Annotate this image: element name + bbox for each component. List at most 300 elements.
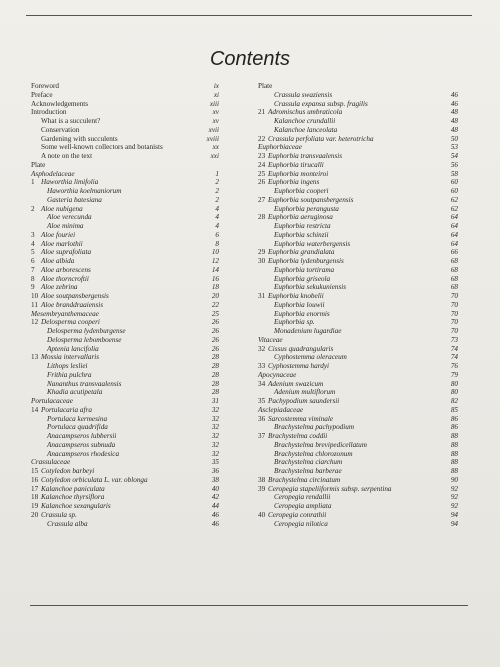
- toc-entry: [258, 353, 458, 362]
- page-number: 85: [450, 405, 458, 414]
- toc-entry: [258, 152, 458, 161]
- page-number: 40: [211, 484, 219, 493]
- top-rule: [26, 15, 472, 16]
- entry-title: Preface: [31, 90, 53, 99]
- page-number: 26: [211, 318, 219, 327]
- toc-section-entry: [31, 170, 219, 179]
- entry-title: Euphorbia schinzii: [274, 230, 329, 239]
- page-number: 70: [450, 318, 458, 327]
- entry-title: Adenium multiflorum: [274, 388, 336, 397]
- page-number: 94: [450, 510, 458, 519]
- page-number: xx: [212, 143, 219, 152]
- toc-entry: [258, 388, 458, 397]
- entry-title: Kalanchoe lanceolata: [274, 125, 338, 134]
- page-number: xvii: [208, 125, 219, 134]
- page-number: 2: [215, 178, 219, 187]
- page-number: 64: [450, 230, 458, 239]
- entry-title: Aloe suprafoliata: [41, 248, 92, 257]
- toc-entry: [258, 318, 458, 327]
- entry-title: Kalanchoe thyrsiflora: [41, 493, 105, 502]
- entry-title: Khadia acutipetala: [47, 388, 103, 397]
- plate-number: 36: [258, 414, 266, 423]
- plate-number: 27: [258, 195, 266, 204]
- page-number: 60: [450, 178, 458, 187]
- entry-title: Brachystelma coddii: [268, 432, 328, 440]
- entry-title: Conservation: [41, 125, 80, 134]
- toc-entry: [258, 170, 458, 179]
- plate-number: 13: [31, 353, 39, 362]
- plate-number: 11: [31, 300, 38, 309]
- toc-entry: [258, 310, 458, 319]
- page-number: ix: [213, 82, 219, 90]
- toc-entry: [258, 292, 458, 301]
- page-number: 64: [450, 222, 458, 230]
- entry-title: A note on the text: [41, 152, 93, 160]
- entry-title: Crassulaceae: [31, 458, 71, 467]
- plate-number: 35: [258, 397, 266, 405]
- plate-number: 30: [258, 257, 266, 265]
- entry-title: What is a succulent?: [41, 117, 101, 125]
- entry-title: Euphorbia restricta: [274, 222, 331, 230]
- plate-number: 5: [31, 248, 35, 257]
- entry-title: Portulacaceae: [31, 397, 73, 405]
- toc-entry: [31, 415, 219, 424]
- toc-entry: [258, 450, 458, 459]
- page-number: 46: [211, 519, 219, 528]
- page-number: 64: [450, 239, 458, 248]
- toc-entry: [258, 108, 458, 117]
- entry-title: Brachystelma brevipedicellatum: [274, 440, 367, 449]
- page-number: 60: [450, 187, 458, 195]
- entry-title: Euphorbia aeruginosa: [268, 213, 333, 222]
- page-number: 28: [211, 379, 219, 388]
- entry-title: Brachystelma circinatum: [268, 475, 341, 484]
- toc-entry: [31, 196, 219, 205]
- toc-section-entry: [258, 371, 458, 380]
- page-number: 18: [211, 283, 219, 292]
- entry-title: Brachystelma chlorozonum: [274, 449, 353, 458]
- toc-entry: [258, 240, 458, 249]
- page-number: xviii: [206, 134, 219, 143]
- page-number: 62: [450, 195, 458, 204]
- page-number: 92: [450, 493, 458, 502]
- toc-entry: [31, 362, 219, 371]
- toc-entry: [31, 380, 219, 389]
- toc-entry: [258, 362, 458, 371]
- page-number: 58: [450, 169, 458, 178]
- page-number: 68: [450, 257, 458, 265]
- toc-entry: [258, 327, 458, 336]
- toc-entry: [31, 100, 219, 109]
- toc-entry: [31, 388, 219, 397]
- toc-entry: [258, 231, 458, 240]
- page-number: 76: [450, 362, 458, 370]
- entry-title: Plate: [31, 160, 46, 169]
- entry-title: Cotyledon orbiculata L. var. oblonga: [41, 475, 148, 484]
- entry-title: Euphorbia transvaalensis: [268, 152, 343, 160]
- toc-entry: [31, 301, 219, 310]
- page-number: 2: [215, 187, 219, 195]
- toc-entry: [258, 345, 458, 354]
- toc-entry: [31, 257, 219, 266]
- page-number: 48: [450, 108, 458, 117]
- page-number: 22: [211, 300, 219, 309]
- page-number: 92: [450, 502, 458, 510]
- entry-title: Anacampseros subnuda: [47, 440, 116, 449]
- page-number: 28: [211, 353, 219, 362]
- entry-title: Aptenia lancifolia: [47, 344, 99, 353]
- entry-title: Crassula expansa subsp. fragilis: [274, 99, 368, 108]
- entry-title: Brachystelma ciarchum: [274, 458, 343, 467]
- toc-entry: [258, 178, 458, 187]
- entry-title: Ceropegia nilotica: [274, 519, 328, 528]
- toc-entry: [31, 485, 219, 494]
- toc-entry: [31, 327, 219, 336]
- toc-entry: [258, 441, 458, 450]
- toc-entry: [31, 126, 219, 135]
- plate-number: 10: [31, 292, 39, 300]
- toc-entry: [31, 152, 219, 161]
- toc-entry: [31, 240, 219, 249]
- page-number: 12: [211, 257, 219, 265]
- toc-entry: [258, 135, 458, 144]
- entry-title: Asphodelaceae: [31, 169, 75, 178]
- page-number: 86: [450, 414, 458, 423]
- page-number: 88: [450, 440, 458, 449]
- page-number: xi: [213, 90, 219, 99]
- page-number: 28: [211, 388, 219, 397]
- plate-number: 4: [31, 239, 35, 248]
- page-number: 4: [215, 213, 219, 222]
- plate-number: 14: [31, 405, 39, 414]
- toc-entry: [258, 476, 458, 485]
- toc-entry: [31, 231, 219, 240]
- toc-entry: [258, 126, 458, 135]
- plate-number: 31: [258, 292, 266, 300]
- page-number: 4: [215, 204, 219, 213]
- page-number: 32: [211, 449, 219, 458]
- toc-entry: [31, 511, 219, 520]
- page-number: 66: [450, 248, 458, 257]
- plate-number: 32: [258, 344, 266, 353]
- entry-title: Cyphostemma hardyi: [268, 362, 330, 370]
- page-number: 80: [450, 379, 458, 388]
- toc-entry: [31, 336, 219, 345]
- entry-title: Aloe verecunda: [47, 213, 92, 222]
- page-number: 20: [211, 292, 219, 300]
- page-number: 50: [450, 134, 458, 143]
- entry-title: Brachystelma pachypodium: [274, 423, 355, 432]
- toc-entry: [31, 371, 219, 380]
- page-number: 32: [211, 440, 219, 449]
- entry-title: Euphorbiaceae: [258, 143, 302, 152]
- plate-number: 7: [31, 265, 35, 274]
- toc-section-entry: [258, 143, 458, 152]
- page-number: 28: [211, 370, 219, 379]
- toc-entry: [258, 380, 458, 389]
- toc-entry: [258, 467, 458, 476]
- page-number: 74: [450, 344, 458, 353]
- entry-title: Haworthia koelmaniorum: [47, 187, 122, 195]
- page-number: 26: [211, 327, 219, 335]
- toc-entry: [258, 213, 458, 222]
- page-number: 68: [450, 274, 458, 283]
- entry-title: Euphorbia griseola: [274, 274, 331, 283]
- entry-title: Euphorbia lydenburgensis: [268, 257, 344, 265]
- page-number: 48: [450, 117, 458, 125]
- toc-entry: [258, 301, 458, 310]
- page-number: 42: [211, 493, 219, 502]
- entry-title: Ceropegia ampliata: [274, 502, 332, 510]
- toc-entry: [31, 432, 219, 441]
- page-number: 70: [450, 292, 458, 300]
- page-number: 1: [215, 169, 219, 178]
- toc-entry: [31, 493, 219, 502]
- entry-title: Kalanchoe crundallii: [274, 117, 336, 125]
- entry-title: Mossia intervallaris: [41, 353, 100, 362]
- toc-entry: [258, 196, 458, 205]
- entry-title: Delosperma lydenburgense: [47, 327, 126, 335]
- toc-entry: [31, 91, 219, 100]
- entry-title: Ceropegia rendallii: [274, 493, 331, 502]
- entry-title: Euphorbia ingens: [268, 178, 320, 187]
- plate-number: 6: [31, 257, 35, 265]
- page-number: 16: [211, 274, 219, 283]
- page-number: 6: [215, 230, 219, 239]
- toc-entry: [31, 450, 219, 459]
- entry-title: Pachypodium saundersii: [268, 397, 340, 405]
- page-number: 4: [215, 222, 219, 230]
- entry-title: Adromischus umbraticola: [268, 108, 343, 117]
- entry-title: Euphorbia waterbergensis: [274, 239, 351, 248]
- page-number: 35: [211, 458, 219, 467]
- toc-entry: [31, 423, 219, 432]
- entry-title: Kalanchoe sexangularis: [41, 502, 111, 510]
- page-number: 2: [215, 195, 219, 204]
- entry-title: Kalanchoe paniculata: [41, 484, 105, 493]
- page-number: 32: [211, 414, 219, 423]
- page-number: 70: [450, 309, 458, 318]
- page-number: 44: [211, 502, 219, 510]
- entry-title: Some well-known collectors and botanists: [41, 143, 163, 152]
- toc-entry: [31, 476, 219, 485]
- page-number: 14: [211, 265, 219, 274]
- toc-entry: [31, 143, 219, 152]
- toc-entry: [31, 108, 219, 117]
- page-number: 62: [450, 204, 458, 213]
- entry-title: Aloe soutpansbergensis: [41, 292, 109, 300]
- plate-number: 8: [31, 274, 35, 283]
- plate-number: 23: [258, 152, 266, 160]
- plate-number: 3: [31, 230, 35, 239]
- entry-title: Cissus quadrangularis: [268, 344, 334, 353]
- toc-entry: [31, 82, 219, 91]
- toc-section-entry: [31, 397, 219, 406]
- contents-column-right: [258, 82, 458, 528]
- toc-entry: [258, 100, 458, 109]
- entry-title: Plate: [258, 82, 273, 90]
- plate-number: 40: [258, 510, 266, 519]
- toc-entry: [31, 292, 219, 301]
- entry-title: Euphorbia cooperi: [274, 187, 329, 195]
- entry-title: Aloe zebrina: [41, 283, 78, 292]
- entry-title: Aloe nubigena: [41, 204, 83, 213]
- toc-entry: [258, 222, 458, 231]
- page-number: 82: [450, 397, 458, 405]
- entry-title: Euphorbia sekukuniensis: [274, 283, 347, 292]
- entry-title: Vitaceae: [258, 335, 283, 344]
- plate-number: 18: [31, 493, 39, 502]
- entry-title: Euphorbia knobelii: [268, 292, 324, 300]
- entry-title: Gasteria batesiana: [47, 195, 102, 204]
- contents-column-left: [31, 82, 219, 528]
- plate-number: 24: [258, 160, 266, 169]
- toc-entry: [258, 82, 458, 91]
- page-number: 88: [450, 449, 458, 458]
- page-number: 74: [450, 353, 458, 362]
- page-number: 46: [211, 510, 219, 519]
- entry-title: Apocynaceae: [258, 370, 297, 379]
- entry-title: Ceropegia stapeliiformis subsp. serpentina: [268, 484, 392, 493]
- page-number: 32: [211, 432, 219, 440]
- entry-title: Asclepiadaceae: [258, 405, 304, 414]
- page-number: 28: [211, 362, 219, 370]
- page-number: 32: [211, 423, 219, 432]
- page-number: 26: [211, 335, 219, 344]
- page-number: 46: [450, 99, 458, 108]
- page-number: 56: [450, 160, 458, 169]
- page-number: 8: [215, 239, 219, 248]
- page-number: 79: [450, 370, 458, 379]
- toc-entry: [31, 187, 219, 196]
- entry-title: Euphorbia enormis: [274, 309, 330, 318]
- plate-number: 39: [258, 484, 266, 493]
- plate-number: 17: [31, 484, 39, 493]
- entry-title: Sarcostemma viminale: [268, 414, 334, 423]
- page-number: 54: [450, 152, 458, 160]
- entry-title: Cyphostemma oleraceum: [274, 353, 347, 362]
- entry-title: Aloe thorncroftii: [41, 274, 89, 283]
- plate-number: 33: [258, 362, 266, 370]
- page-title: Contents: [209, 48, 291, 70]
- plate-number: 38: [258, 475, 266, 484]
- entry-title: Crassula alba: [47, 519, 88, 528]
- toc-section-entry: [258, 336, 458, 345]
- entry-title: Euphorbia perangusta: [274, 204, 339, 213]
- toc-entry: [31, 266, 219, 275]
- page-number: 64: [450, 213, 458, 222]
- entry-title: Euphorbia louwii: [274, 300, 325, 309]
- entry-title: Adenium swazicum: [268, 379, 324, 388]
- toc-entry: [31, 135, 219, 144]
- entry-title: Ceropegia conrathii: [268, 510, 327, 519]
- entry-title: Crassula swaziensis: [274, 90, 333, 99]
- page-number: xxi: [210, 152, 219, 160]
- entry-title: Delosperma cooperi: [41, 318, 100, 327]
- page-number: 94: [450, 519, 458, 528]
- entry-title: Delosperma lebomboense: [47, 335, 122, 344]
- page-number: 80: [450, 388, 458, 397]
- entry-title: Aloe marlothii: [41, 239, 83, 248]
- toc-entry: [258, 415, 458, 424]
- toc-entry: [31, 345, 219, 354]
- page-number: 38: [211, 475, 219, 484]
- entry-title: Foreword: [31, 82, 59, 90]
- toc-entry: [258, 117, 458, 126]
- entry-title: Cotyledon barbeyi: [41, 467, 95, 475]
- page-number: 25: [211, 309, 219, 318]
- plate-number: 29: [258, 248, 266, 257]
- toc-entry: [258, 493, 458, 502]
- page-number: 53: [450, 143, 458, 152]
- page-number: 88: [450, 467, 458, 475]
- page-number: 68: [450, 283, 458, 292]
- toc-section-entry: [31, 458, 219, 467]
- entry-title: Crassula perfoliata var. heterotricha: [268, 134, 374, 143]
- toc-entry: [258, 205, 458, 214]
- entry-title: Portulaca quadrifida: [47, 423, 108, 432]
- bottom-rule: [30, 605, 468, 606]
- plate-number: 16: [31, 475, 39, 484]
- toc-entry: [31, 467, 219, 476]
- toc-entry: [258, 275, 458, 284]
- entry-title: Aloe branddraaiensis: [41, 300, 104, 309]
- plate-number: 28: [258, 213, 266, 222]
- entry-title: Crassula sp.: [41, 510, 77, 519]
- entry-title: Euphorbia tirucalli: [268, 160, 324, 169]
- page-number: 86: [450, 423, 458, 432]
- toc-entry: [31, 318, 219, 327]
- toc-entry: [31, 161, 219, 170]
- plate-number: 9: [31, 283, 35, 292]
- entry-title: Aloe fouriei: [41, 230, 76, 239]
- toc-entry: [31, 406, 219, 415]
- page-number: 46: [450, 90, 458, 99]
- page-number: 70: [450, 327, 458, 335]
- toc-entry: [258, 91, 458, 100]
- toc-entry: [31, 178, 219, 187]
- plate-number: 2: [31, 204, 35, 213]
- toc-entry: [31, 117, 219, 126]
- toc-entry: [258, 520, 458, 529]
- page-number: 32: [211, 405, 219, 414]
- page-number: 36: [211, 467, 219, 475]
- plate-number: 12: [31, 318, 39, 327]
- entry-title: Portulacaria afra: [41, 405, 92, 414]
- toc-entry: [258, 397, 458, 406]
- entry-title: Lithops lesliei: [47, 362, 88, 370]
- toc-entry: [31, 441, 219, 450]
- entry-title: Euphorbia grandialata: [268, 248, 335, 257]
- entry-title: Monadenium lugardiae: [274, 327, 342, 335]
- page-number: 90: [450, 475, 458, 484]
- entry-title: Anacampseros lubbersii: [47, 432, 117, 440]
- entry-title: Mesembryanthemaceae: [31, 309, 99, 318]
- plate-number: 26: [258, 178, 266, 187]
- entry-title: Aloe minima: [47, 222, 84, 230]
- toc-entry: [258, 458, 458, 467]
- page-number: xv: [212, 108, 219, 117]
- page-number: 92: [450, 484, 458, 493]
- page-number: 48: [450, 125, 458, 134]
- toc-entry: [31, 283, 219, 292]
- toc-entry: [31, 275, 219, 284]
- page-number: 88: [450, 432, 458, 440]
- entry-title: Euphorbia sp.: [274, 318, 315, 327]
- page-number: 26: [211, 344, 219, 353]
- toc-entry: [31, 213, 219, 222]
- plate-number: 25: [258, 169, 266, 178]
